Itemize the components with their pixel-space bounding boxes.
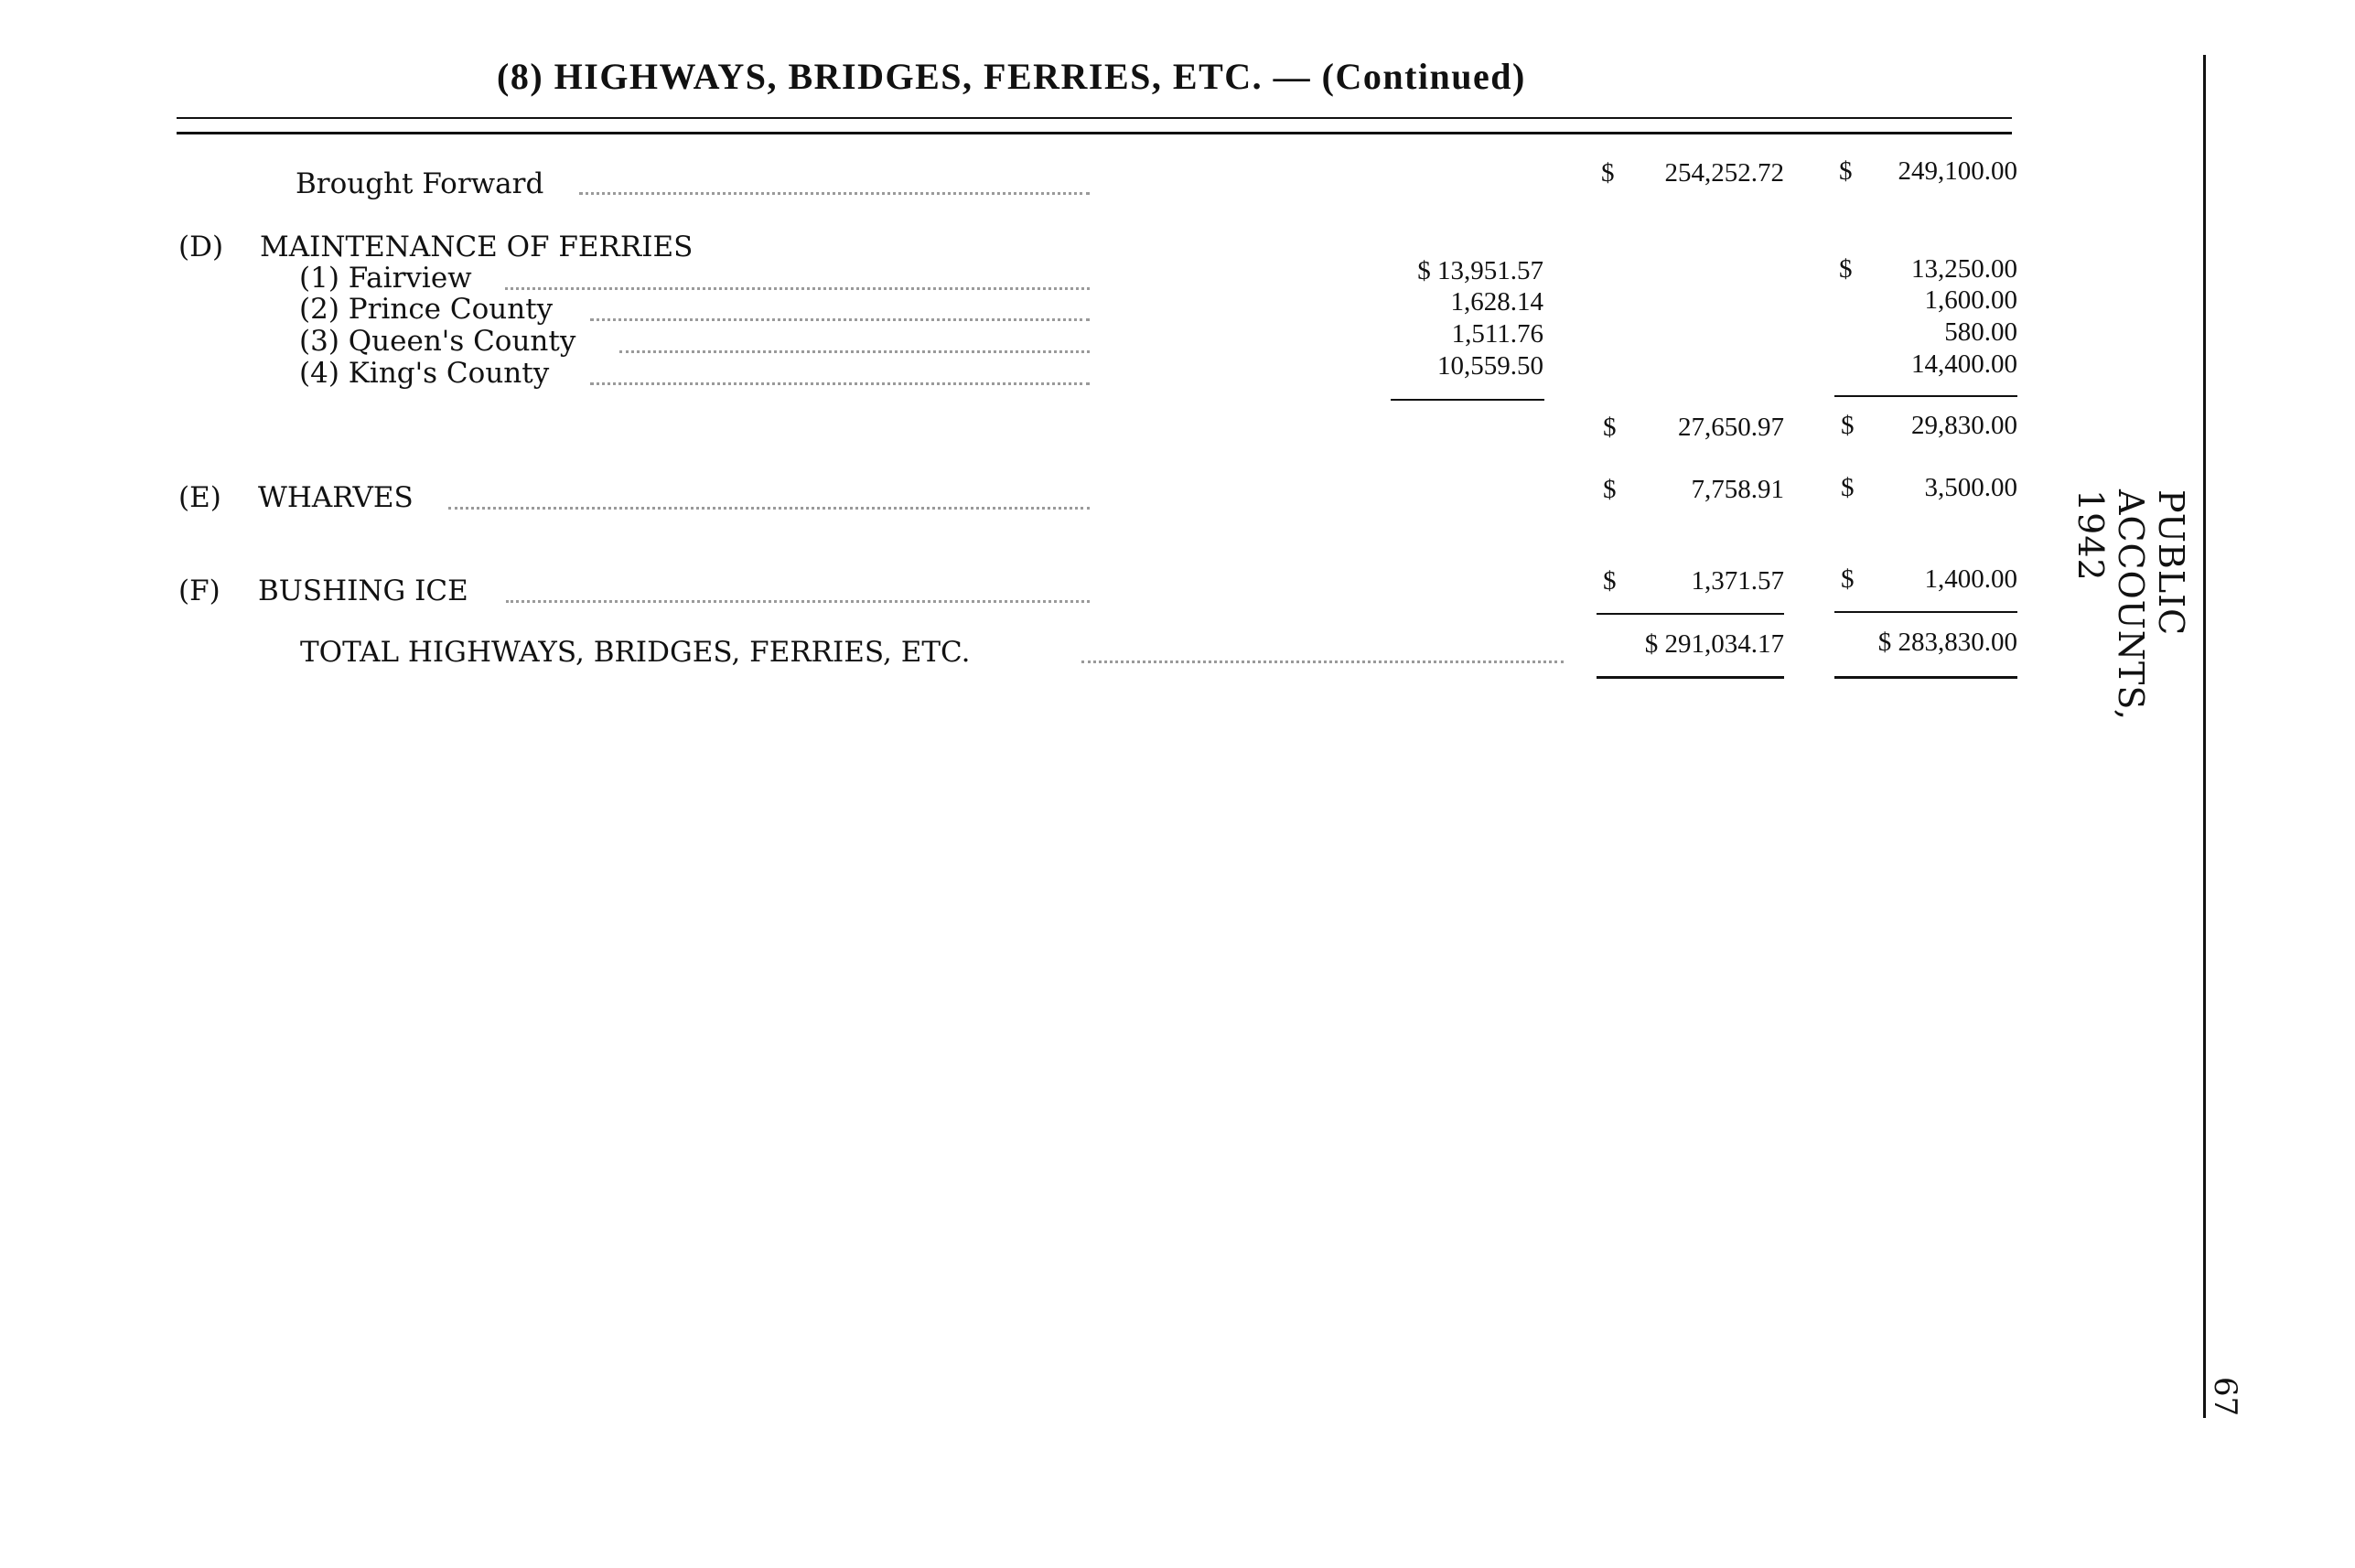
ferry-item-label: (3) Queen's County	[299, 325, 576, 358]
ferry-item-estimate: 580.00	[1944, 317, 2017, 347]
ferry-item-label: (2) Prince County	[299, 293, 554, 326]
section-e-letter: (E)	[178, 481, 221, 514]
section-d-subtotal-a: 27,650.97	[1678, 413, 1784, 442]
section-f-total-b: 1,400.00	[1924, 564, 2017, 594]
section-e-dollar-a: $	[1603, 475, 1617, 504]
ferry-item-estimate: 14,400.00	[1911, 349, 2017, 379]
brought-forward-total-b: 249,100.00	[1898, 156, 2017, 186]
section-f-dollar-a: $	[1603, 566, 1617, 596]
leader-dots	[506, 600, 1090, 603]
section-e-heading: WHARVES	[258, 481, 414, 514]
section-d-dollar-a: $	[1603, 413, 1617, 442]
grand-total-b: $ 283,830.00	[1877, 628, 2017, 657]
section-d-dollar-b: $	[1841, 411, 1855, 440]
section-f-dollar-b: $	[1841, 564, 1855, 594]
grand-total-underline-b	[1834, 676, 2017, 679]
ferry-item-detail: 1,628.14	[1450, 287, 1543, 317]
section-e-dollar-b: $	[1841, 473, 1855, 502]
brought-forward-dollar-a: $	[1601, 158, 1615, 188]
margin-vertical-rule	[2203, 55, 2206, 1418]
ferry-item-detail: $ 13,951.57	[1417, 256, 1543, 285]
leader-dots	[590, 318, 1090, 321]
page-number: 67	[2207, 1377, 2243, 1417]
brought-forward-total-a: 254,252.72	[1664, 158, 1784, 188]
section-d-heading: MAINTENANCE OF FERRIES	[260, 231, 694, 263]
grand-total-rule-a	[1597, 613, 1784, 615]
ferry-item-label: (4) King's County	[299, 357, 550, 390]
leader-dots	[505, 287, 1090, 290]
grand-total-rule-b	[1834, 611, 2017, 613]
grand-total-a: $ 291,034.17	[1644, 629, 1784, 659]
leader-dots	[1081, 660, 1564, 663]
side-caption: PUBLIC ACCOUNTS, 1942	[2070, 489, 2191, 722]
ferry-item-label: (1) Fairview	[299, 262, 472, 295]
title-rule-bottom	[177, 132, 2012, 134]
section-f-heading: BUSHING ICE	[258, 575, 468, 607]
leader-dots	[590, 382, 1090, 385]
estimate-subtotal-rule	[1834, 395, 2017, 397]
section-d-subtotal-b: 29,830.00	[1911, 411, 2017, 440]
section-e-total-b: 3,500.00	[1924, 473, 2017, 502]
ferry-item-detail: 10,559.50	[1437, 351, 1543, 381]
leader-dots	[579, 192, 1090, 195]
leader-dots	[619, 350, 1090, 353]
section-e-total-a: 7,758.91	[1691, 475, 1784, 504]
page-title: (8) HIGHWAYS, BRIDGES, FERRIES, ETC. — (Continued)	[497, 56, 1526, 97]
section-f-total-a: 1,371.57	[1691, 566, 1784, 596]
section-f-letter: (F)	[178, 575, 220, 607]
brought-forward-dollar-b: $	[1839, 156, 1853, 186]
ferry-item-estimate: 1,600.00	[1924, 285, 2017, 315]
section-d-letter: (D)	[178, 231, 224, 263]
detail-subtotal-rule	[1391, 399, 1544, 401]
ferry-item-estimate-dollar: $	[1839, 254, 1853, 284]
title-rule-top	[177, 117, 2012, 119]
leader-dots	[448, 507, 1090, 510]
grand-total-label: TOTAL HIGHWAYS, BRIDGES, FERRIES, ETC.	[300, 636, 971, 669]
brought-forward-label: Brought Forward	[296, 167, 544, 200]
ferry-item-detail: 1,511.76	[1451, 319, 1543, 349]
grand-total-underline-a	[1597, 676, 1784, 679]
ferry-item-estimate: 13,250.00	[1911, 254, 2017, 284]
